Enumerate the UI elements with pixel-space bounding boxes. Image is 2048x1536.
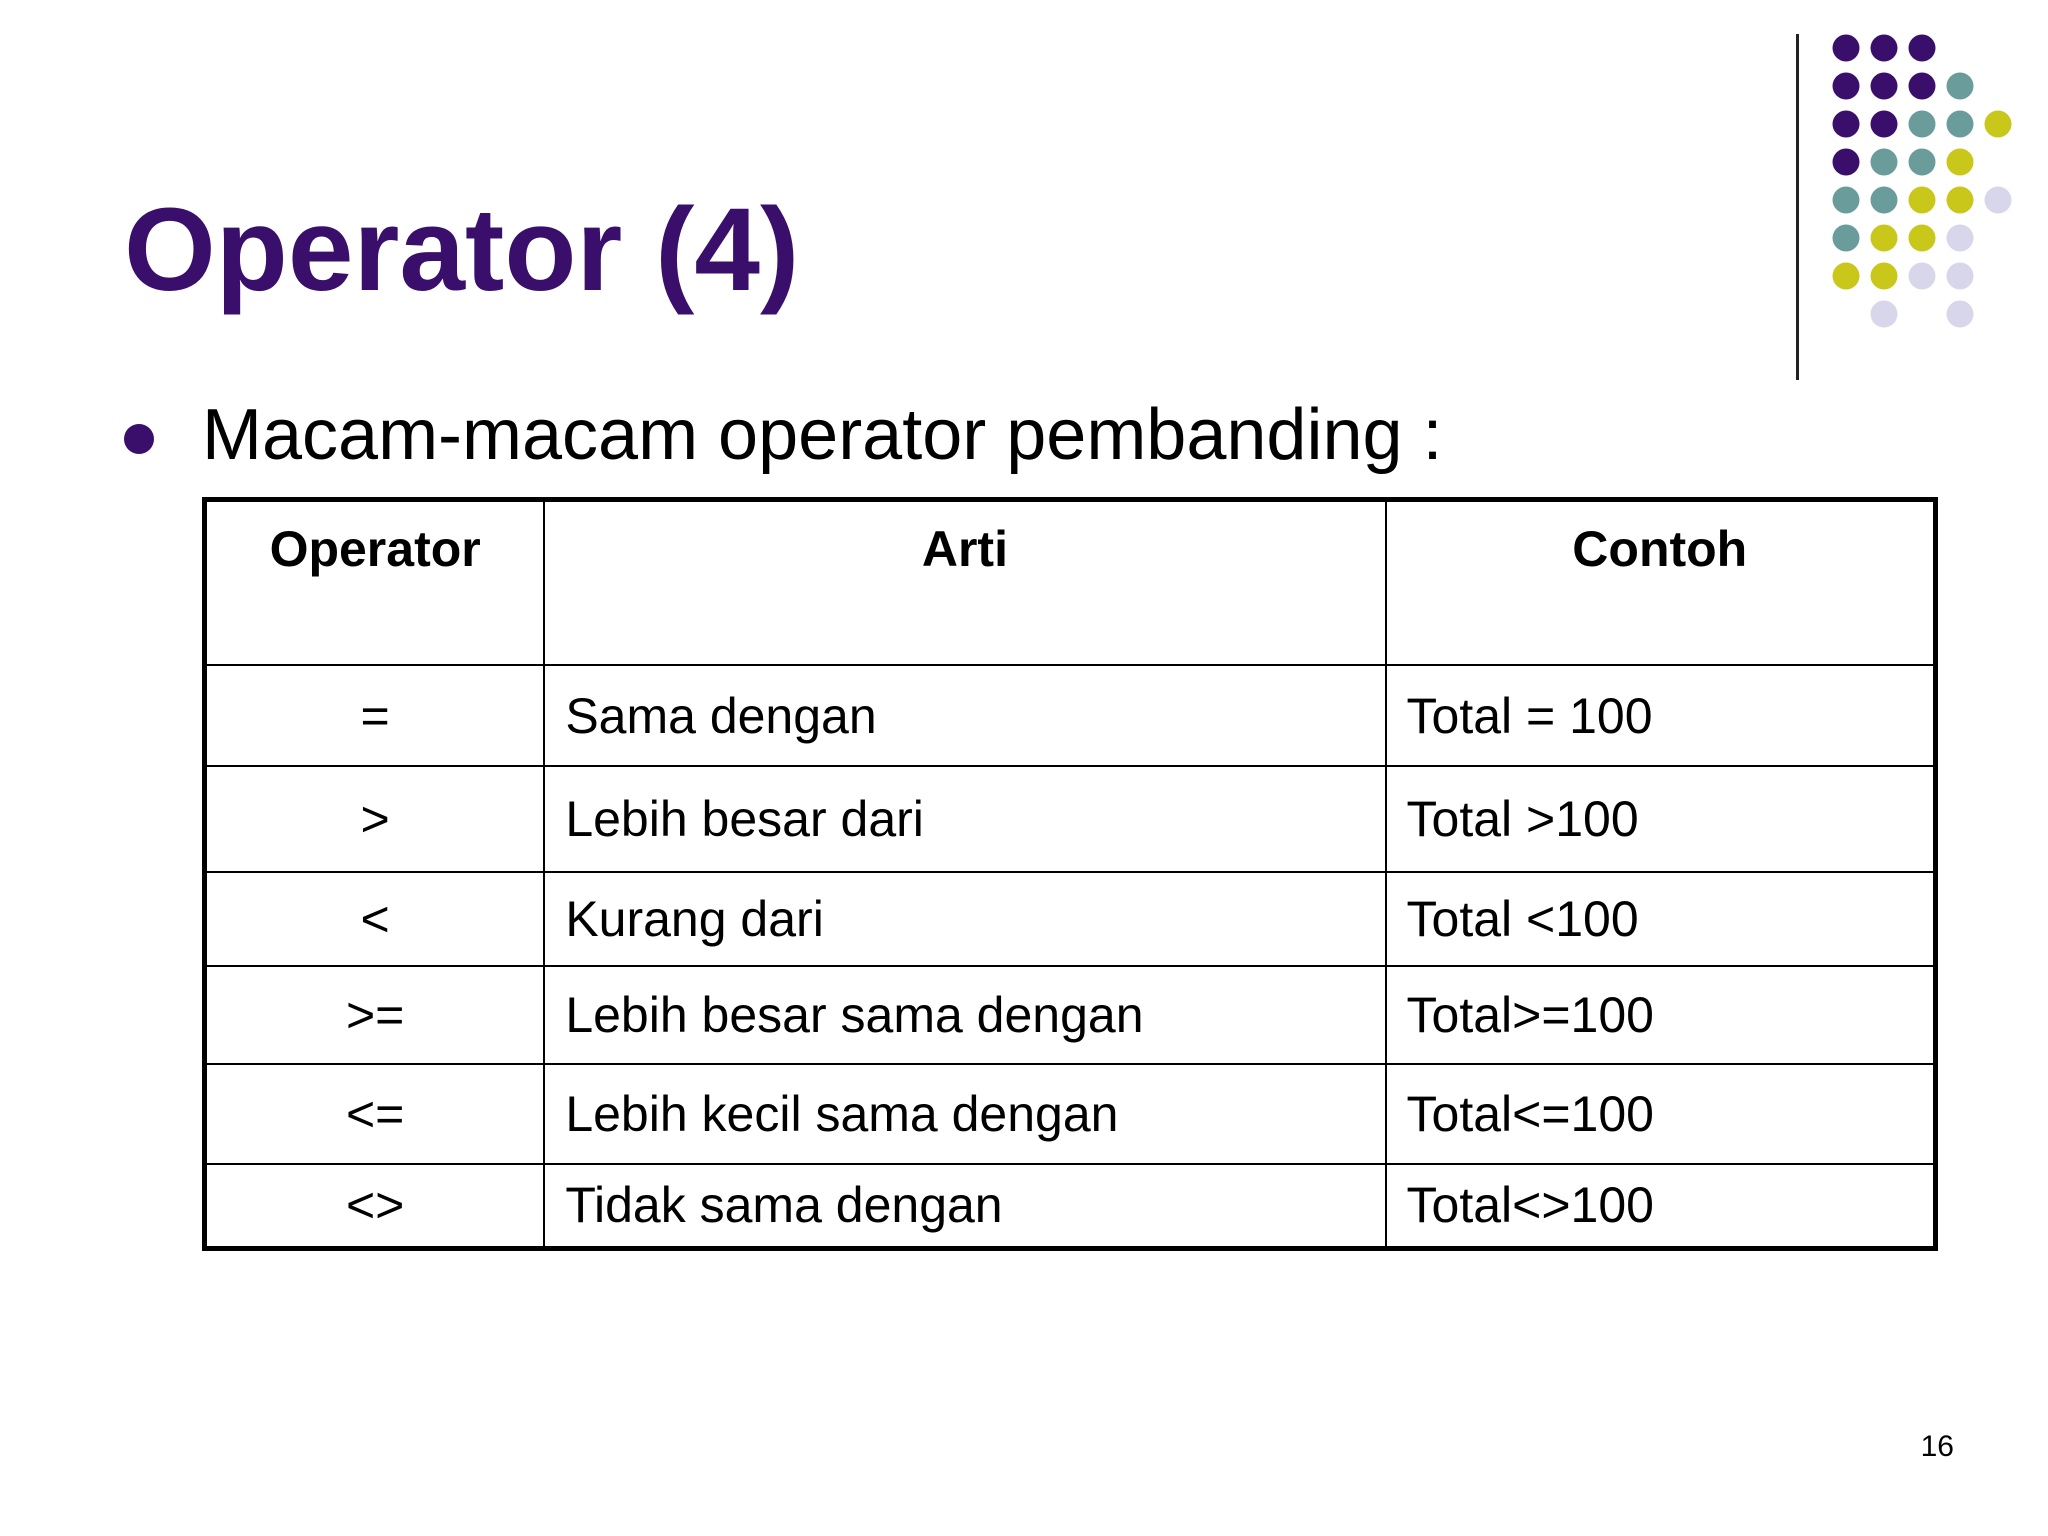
arti-cell: Lebih besar sama dengan <box>544 966 1385 1064</box>
decorative-dot <box>1871 263 1898 290</box>
decorative-dot <box>1947 187 1974 214</box>
arti-cell: Tidak sama dengan <box>544 1164 1385 1248</box>
decorative-dot <box>1947 301 1974 328</box>
table-row <box>205 1064 1936 1164</box>
page-number: 16 <box>1920 1430 1954 1463</box>
decorative-dot <box>1871 73 1898 100</box>
decorative-dot <box>1833 35 1860 62</box>
decorative-dot-grid <box>1830 32 2040 342</box>
table-row <box>205 766 1936 872</box>
header-arti: Arti <box>544 500 1385 666</box>
bullet-point <box>124 395 1443 475</box>
header-operator: Operator <box>205 500 545 666</box>
decorative-dot <box>1871 111 1898 138</box>
decorative-dot <box>1909 263 1936 290</box>
decorative-dot <box>1833 263 1860 290</box>
contoh-cell: Total >100 <box>1386 766 1936 872</box>
header-contoh: Contoh <box>1386 500 1936 666</box>
decorative-dot <box>1871 187 1898 214</box>
table-row <box>205 665 1936 766</box>
operator-cell: <= <box>205 1064 545 1164</box>
decorative-dot <box>1947 149 1974 176</box>
arti-cell: Lebih kecil sama dengan <box>544 1064 1385 1164</box>
slide-title: Operator (4) <box>124 184 800 316</box>
decorative-dot <box>1833 149 1860 176</box>
decorative-dot <box>1833 187 1860 214</box>
contoh-cell: Total<=100 <box>1386 1064 1936 1164</box>
table-row <box>205 872 1936 966</box>
decorative-dot <box>1947 73 1974 100</box>
contoh-cell: Total <100 <box>1386 872 1936 966</box>
bullet-icon <box>124 424 154 454</box>
comparison-operator-table <box>202 497 1938 1251</box>
decorative-dot <box>1871 225 1898 252</box>
contoh-cell: Total = 100 <box>1386 665 1936 766</box>
operator-cell: >= <box>205 966 545 1064</box>
decorative-dot <box>1909 111 1936 138</box>
decorative-dot <box>1947 225 1974 252</box>
operator-cell: <> <box>205 1164 545 1248</box>
table-row <box>205 1164 1936 1248</box>
operator-cell: > <box>205 766 545 872</box>
decorative-dot <box>1871 149 1898 176</box>
decorative-dot <box>1909 35 1936 62</box>
decorative-dot <box>1909 73 1936 100</box>
bullet-text: Macam-macam operator pembanding : <box>202 395 1443 475</box>
decorative-dot <box>1871 35 1898 62</box>
decorative-dot <box>1909 149 1936 176</box>
contoh-cell: Total>=100 <box>1386 966 1936 1064</box>
contoh-cell: Total<>100 <box>1386 1164 1936 1248</box>
decorative-dot <box>1947 111 1974 138</box>
decorative-dot <box>1871 301 1898 328</box>
table-row <box>205 966 1936 1064</box>
arti-cell: Sama dengan <box>544 665 1385 766</box>
decorative-dot <box>1909 225 1936 252</box>
vertical-divider <box>1796 34 1799 380</box>
table-header-row <box>205 500 1936 666</box>
decorative-dot <box>1985 111 2012 138</box>
arti-cell: Kurang dari <box>544 872 1385 966</box>
decorative-dot <box>1833 73 1860 100</box>
decorative-dot <box>1833 111 1860 138</box>
operator-cell: < <box>205 872 545 966</box>
arti-cell: Lebih besar dari <box>544 766 1385 872</box>
decorative-dot <box>1985 187 2012 214</box>
decorative-dot <box>1947 263 1974 290</box>
decorative-dot <box>1909 187 1936 214</box>
operator-cell: = <box>205 665 545 766</box>
decorative-dot <box>1833 225 1860 252</box>
